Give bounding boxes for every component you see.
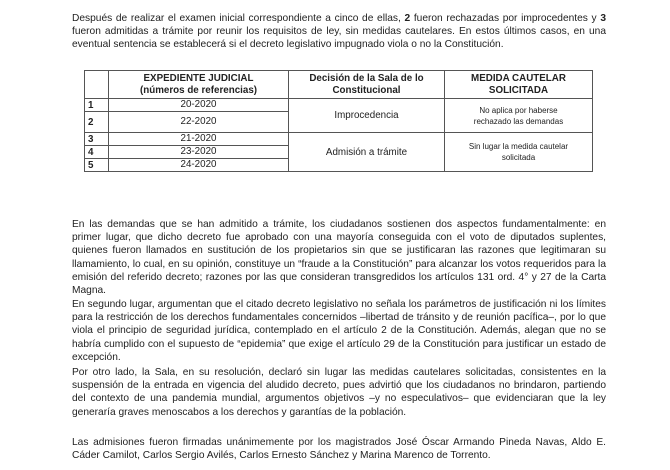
- paragraph-magistrados: Las admisiones fueron firmadas unánimemente por los magistrados José Óscar Armando Pineda Navas, Aldo E. Cáder Camilot, Carlos Sergio Avilés, Carlos Ernesto Sánchez y Marina Marenco de Torrento.: [72, 437, 606, 462]
- decisions-table: [84, 70, 593, 172]
- expediente-number: 24-2020: [109, 159, 289, 172]
- medida-cell: No aplica por haberse rechazado las demandas: [445, 99, 593, 133]
- intro-text-1: Después de realizar el examen inicial correspondiente a cinco de ellas,: [72, 13, 405, 24]
- expediente-number: 23-2020: [109, 146, 289, 159]
- row-number: 4: [85, 146, 109, 159]
- intro-text-3: fueron admitidas a trámite por reunir los requisitos de ley, sin medidas cautelares. En estos últimos casos, en una eventual sentencia se establecerá si el decreto legislativo impugnado viola o no la Constitución.: [72, 26, 606, 51]
- intro-text-2: fueron rechazadas por improcedentes y: [410, 13, 601, 24]
- row-number: 2: [85, 112, 109, 133]
- expediente-number: 20-2020: [109, 99, 289, 112]
- rejected-count: 2: [404, 13, 411, 24]
- paragraph-segundo-lugar: En segundo lugar, argumentan que el citado decreto legislativo no señala los parámetros de justificación ni los límites para la restricción de los derechos fundamentales concernidos –libertad de tránsito y de reunión pacífica–, por lo que viola el principio de seguridad jurídica, contemplado en el artículo 2 de la Constitución. Además, alegan que no se habría cumplido con el supuesto de “epidemia” que exige el artículo 29 de la Constitución para justificar un estado de excepción.: [72, 299, 606, 363]
- header-decision: Decisión de la Sala de lo Constitucional: [289, 71, 445, 99]
- header-number: [85, 71, 109, 99]
- table-row: [85, 133, 593, 146]
- admitted-count: 3: [600, 13, 606, 24]
- table-header-row: [85, 71, 593, 99]
- intro-paragraph: [72, 12, 606, 52]
- paragraph-demandas: En las demandas que se han admitido a trámite, los ciudadanos sostienen dos aspectos fundamentalmente: en primer lugar, que dicho decreto fue aprobado con una mayoría conseguida con el voto de diputados suplentes, quienes fueron llamados en sustitución de los propietarios sin que se justificaran las razones que legitimaran su llamamiento, lo cual, en su opinión, constituye un “fraude a la Constitución” para alcanzar los votos requeridos para la emisión del referido decreto; razones por las que consideran transgredidos los artículos 131 ord. 4° y 27 de la Carta Magna.: [72, 219, 606, 297]
- expediente-number: 22-2020: [109, 112, 289, 133]
- header-medida: MEDIDA CAUTELAR SOLICITADA: [445, 71, 593, 99]
- header-expediente: EXPEDIENTE JUDICIAL (números de referencias): [109, 71, 289, 99]
- expediente-number: 21-2020: [109, 133, 289, 146]
- decision-cell: Improcedencia: [289, 99, 445, 133]
- row-number: 1: [85, 99, 109, 112]
- table-row: [85, 99, 593, 112]
- row-number: 5: [85, 159, 109, 172]
- medida-cell: Sin lugar la medida cautelar solicitada: [445, 133, 593, 172]
- row-number: 3: [85, 133, 109, 146]
- decision-cell: Admisión a trámite: [289, 133, 445, 172]
- paragraph-medidas-cautelares: Por otro lado, la Sala, en su resolución, declaró sin lugar las medidas cautelares solicitadas, consistentes en la suspensión de la entrada en vigencia del aludido decreto, pues advirtió que los ciudadanos no brindaron, partiendo del contexto de una pandemia mundial, argumentos objetivos –y no especulativos– que evidenciaran que la ley generaría graves menoscabos a los derechos y garantías de la población.: [72, 367, 606, 418]
